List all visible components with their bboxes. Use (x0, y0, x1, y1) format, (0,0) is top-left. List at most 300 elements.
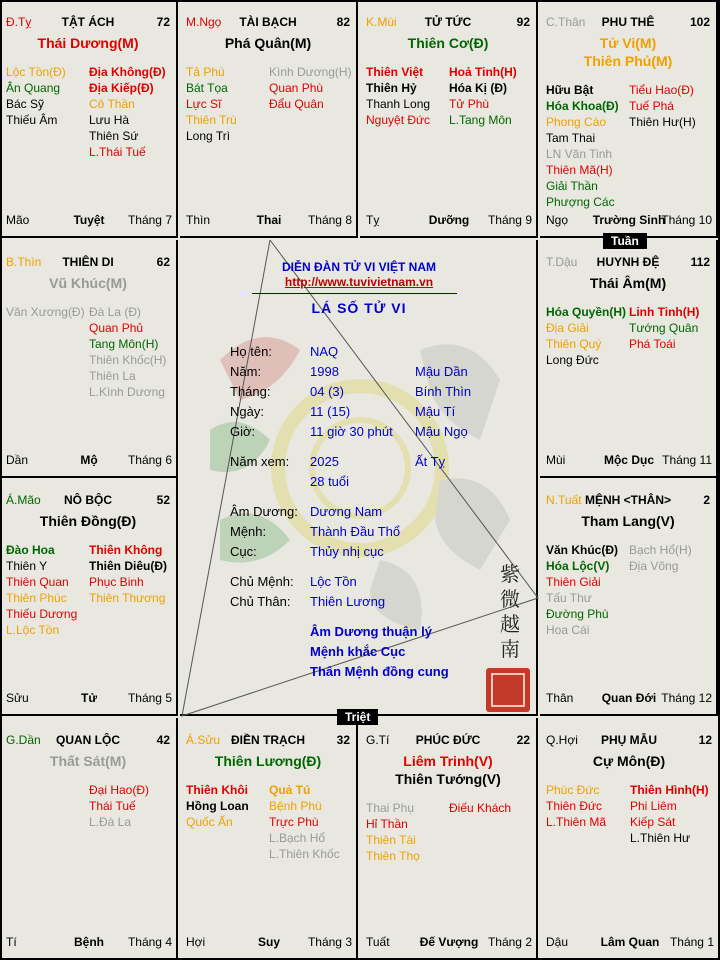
minor-star: Hỉ Thần (366, 817, 408, 831)
cell-footer (6, 452, 172, 468)
cell-main-stars (540, 752, 718, 770)
info-row (230, 574, 530, 592)
minor-star: Bệnh Phù (269, 799, 322, 813)
minor-star: Quan Phủ (89, 321, 144, 335)
cell-minor-stars (6, 304, 172, 400)
minor-star: Hóa Quyền(H) (546, 305, 627, 319)
minor-star: Đường Phù (546, 607, 609, 621)
cell-footer-branch: Thân (546, 691, 574, 705)
minor-star: Quốc Ấn (186, 815, 233, 829)
cell-age-number: 2 (703, 493, 710, 507)
star-column-left (546, 782, 630, 846)
star-column-left (366, 800, 449, 864)
minor-star: Thiên Sứ (89, 129, 139, 143)
cell-minor-stars (366, 64, 532, 128)
info-value: 11 giờ 30 phút (310, 424, 393, 439)
minor-star: Thiên Trù (186, 113, 237, 127)
cell-main-stars (360, 752, 536, 788)
cell-branch: M.Ngọ (186, 15, 222, 29)
star-column-right (89, 304, 172, 400)
cell-age-number: 92 (516, 15, 530, 29)
cell-age-number: 72 (156, 15, 170, 29)
palace-cell (0, 718, 178, 958)
info-can-chi: Mậu Ngọ (415, 424, 468, 439)
star-column-left (546, 542, 629, 638)
cell-month: Tháng 4 (127, 935, 172, 949)
minor-star: Tang Môn(H) (89, 337, 159, 351)
cell-branch: G.Dần (6, 733, 41, 747)
cell-minor-stars (546, 304, 712, 368)
cell-footer-branch: Hợi (186, 935, 206, 949)
cell-footer (546, 934, 714, 950)
minor-star: Phục Binh (89, 575, 144, 589)
cell-age-number: 52 (156, 493, 170, 507)
minor-star: Thiên Giải (546, 575, 601, 589)
cell-footer-branch: Tí (6, 935, 17, 949)
minor-star: Kình Dương(H) (269, 65, 352, 79)
minor-star: Địa Không(Đ) (89, 65, 166, 79)
minor-star: Thiên Y (6, 559, 48, 573)
star-column-right (449, 64, 532, 128)
palace-cell (360, 718, 538, 958)
star-column-right (629, 82, 712, 210)
note-line: Âm Dương thuận lý (310, 624, 432, 639)
cell-life-stage: Tử (80, 691, 98, 705)
cell-branch: B.Thìn (6, 255, 42, 269)
calligraphy-char: 南 (500, 637, 520, 661)
info-row (230, 404, 530, 422)
info-value: 2025 (310, 454, 339, 469)
main-star: Liêm Trinh(V) (403, 753, 493, 769)
minor-star: Giải Thần (546, 179, 598, 193)
palace-cell (540, 478, 718, 716)
minor-star: L.Thái Tuế (89, 145, 146, 159)
star-column-left (186, 64, 269, 144)
tuan-tag: Tuần (603, 233, 647, 249)
cell-age-number: 102 (689, 15, 710, 29)
info-can-chi: Mậu Dần (415, 364, 468, 379)
cell-palace-name: PHỤ MẪU (601, 733, 657, 747)
minor-star: Thiên Quan (6, 575, 69, 589)
cell-life-stage: Mộ (80, 453, 98, 467)
cell-branch: G.Tí (366, 733, 390, 747)
cell-life-stage: Đế Vượng (419, 935, 479, 949)
minor-star: Thiên Thọ (366, 849, 420, 863)
cell-footer-branch: Tỵ (366, 213, 380, 227)
star-column-right (630, 782, 714, 846)
main-star: Thiên Lương(Đ) (214, 753, 322, 769)
cell-footer-branch: Dậu (546, 935, 569, 949)
info-value: 28 tuổi (310, 474, 350, 489)
cell-life-stage: Lâm Quan (600, 935, 660, 949)
cell-branch: Q.Hợi (546, 733, 578, 747)
minor-star: Thiên Đức (546, 799, 603, 813)
minor-star: Thái Tuế (89, 799, 136, 813)
cell-header (546, 14, 710, 30)
cell-minor-stars (6, 64, 172, 160)
cell-main-stars (0, 752, 176, 770)
cell-life-stage: Dưỡng (428, 213, 470, 227)
info-can-chi: Ất Tỵ (415, 454, 446, 469)
info-value: Lộc Tồn (310, 574, 357, 589)
info-row (230, 594, 530, 612)
info-label: Mệnh: (230, 524, 267, 539)
minor-star: Bạch Hổ(H) (629, 543, 692, 557)
palace-cell (180, 0, 358, 238)
cell-header (186, 14, 350, 30)
cell-life-stage: Mộc Dục (603, 453, 654, 467)
cell-footer-branch: Mùi (546, 453, 566, 467)
cell-branch: N.Tuất (546, 493, 582, 507)
cell-month: Tháng 2 (487, 935, 532, 949)
minor-star: Linh Tinh(H) (629, 305, 700, 319)
cell-branch: T.Dậu (546, 255, 578, 269)
info-row (230, 424, 530, 442)
minor-star: LN Văn Tinh (546, 147, 613, 161)
info-row (230, 364, 530, 382)
star-column-left (546, 82, 629, 210)
main-star: Thái Âm(M) (589, 275, 667, 291)
cell-month: Tháng 12 (661, 691, 712, 705)
red-seal-icon (486, 668, 530, 712)
star-column-left (6, 304, 89, 400)
minor-star: Cô Thần (89, 97, 135, 111)
minor-star: L.Kình Dương (89, 385, 165, 399)
cell-header (546, 732, 712, 748)
cell-footer (546, 690, 712, 706)
minor-star: Quả Tú (269, 783, 311, 797)
cell-footer-branch: Mão (6, 213, 30, 227)
cell-month: Tháng 9 (487, 213, 532, 227)
minor-star: Hồng Loan (186, 799, 249, 813)
info-row (230, 544, 530, 562)
info-label: Chủ Mệnh: (230, 574, 294, 589)
cell-main-stars (540, 34, 716, 70)
palace-cell (540, 240, 718, 478)
palace-cell (0, 478, 178, 716)
minor-star: Thiên Khốc(H) (89, 353, 167, 367)
star-column-left (6, 542, 89, 638)
minor-star: Tả Phù (186, 65, 225, 79)
cell-footer (6, 212, 172, 228)
cell-main-stars (180, 752, 356, 770)
triet-tag: Triệt (337, 709, 378, 725)
main-star: Thiên Cơ(Đ) (407, 35, 489, 51)
cell-main-stars (360, 34, 536, 52)
cell-age-number: 62 (156, 255, 170, 269)
cell-palace-name: TỬ TỨC (424, 15, 472, 29)
cell-footer-branch: Sửu (6, 691, 29, 705)
minor-star: Địa Võng (629, 559, 679, 573)
cell-age-number: 12 (698, 733, 712, 747)
minor-star: Lưu Hà (89, 113, 130, 127)
cell-month: Tháng 8 (307, 213, 352, 227)
cell-palace-name: PHU THÊ (601, 15, 655, 29)
cell-palace-name: TÀI BẠCH (239, 15, 297, 29)
palace-cell (180, 718, 358, 958)
minor-star: Phong Cáo (546, 115, 607, 129)
cell-footer-branch: Thìn (186, 213, 211, 227)
cell-age-number: 112 (690, 255, 710, 269)
info-label: Âm Dương: (230, 504, 298, 519)
cell-header (546, 492, 710, 508)
cell-palace-name: TẬT ÁCH (61, 15, 115, 29)
forum-name: DIỄN ĐÀN TỬ VI VIỆT NAM (282, 260, 436, 274)
cell-palace-name: MỆNH <THÂN> (584, 493, 671, 507)
cell-palace-name: ĐIỀN TRẠCH (231, 733, 305, 747)
cell-header (6, 14, 170, 30)
cell-month: Tháng 5 (127, 691, 172, 705)
note-line: Thân Mệnh đồng cung (310, 664, 449, 679)
minor-star: L.Tang Môn (449, 113, 512, 127)
info-row (230, 344, 530, 362)
minor-star: Đại Hao(Đ) (89, 783, 150, 797)
cell-header (6, 732, 170, 748)
minor-star: Thiếu Âm (6, 113, 58, 127)
info-label: Tháng: (230, 384, 271, 399)
cell-palace-name: THIÊN DI (62, 255, 114, 269)
minor-star: Thiên Tài (366, 833, 416, 847)
cell-life-stage: Trường Sinh (592, 213, 666, 227)
cell-month: Tháng 1 (669, 935, 714, 949)
cell-branch: C.Thân (546, 15, 586, 29)
cell-age-number: 22 (516, 733, 530, 747)
star-column-left (186, 782, 269, 862)
cell-minor-stars (186, 64, 352, 144)
minor-star: Long Trì (186, 129, 231, 143)
minor-star: Văn Khúc(Đ) (546, 543, 618, 557)
minor-star: Tuế Phá (629, 99, 674, 113)
star-column-right (89, 542, 172, 638)
minor-star: Lực Sĩ (186, 97, 222, 111)
cell-main-stars (0, 512, 176, 530)
star-column-left (366, 64, 449, 128)
cell-main-stars (0, 34, 176, 52)
minor-star: Thiếu Dương (6, 607, 78, 621)
minor-star: Đà La (Đ) (89, 305, 142, 319)
cell-footer (366, 934, 532, 950)
cell-minor-stars (366, 800, 532, 864)
cell-life-stage: Suy (257, 935, 280, 949)
cell-footer-branch: Ngọ (546, 213, 569, 227)
palace-cell (0, 0, 178, 238)
minor-star: Kiếp Sát (630, 815, 676, 829)
minor-star: Hóa Lộc(V) (546, 559, 610, 573)
cell-branch: Đ.Tỵ (6, 15, 32, 29)
star-column-right (269, 64, 352, 144)
star-column-right (629, 542, 712, 638)
info-label: Năm: (230, 364, 262, 379)
minor-star: Thanh Long (366, 97, 431, 111)
cell-footer (6, 690, 172, 706)
info-row (230, 504, 530, 522)
cell-footer (186, 212, 352, 228)
star-column-right (89, 782, 172, 830)
minor-star: Tam Thai (546, 131, 596, 145)
minor-star: Thiên Thương (89, 591, 166, 605)
star-column-left (6, 64, 89, 160)
cell-main-stars (540, 512, 716, 530)
minor-star: L.Đà La (89, 815, 132, 829)
minor-star: Thiên La (89, 369, 136, 383)
info-label: Cục: (230, 544, 257, 559)
calligraphy-char: 越 (500, 612, 520, 636)
cell-header (6, 254, 170, 270)
minor-star: Đào Hoa (6, 543, 55, 557)
main-star: Thiên Tướng(V) (395, 771, 501, 787)
cell-palace-name: NÔ BỘC (64, 493, 112, 507)
note-line: Mệnh khắc Cục (310, 644, 406, 659)
main-star: Phá Quân(M) (224, 35, 312, 51)
main-star: Thiên Đồng(Đ) (39, 513, 137, 529)
minor-star: Tiểu Hao(Đ) (629, 83, 694, 97)
info-row (230, 524, 530, 542)
cell-palace-name: PHÚC ĐỨC (415, 733, 481, 747)
minor-star: L.Thiên Khốc (269, 847, 340, 861)
star-column-right (449, 800, 532, 864)
minor-star: Ân Quang (6, 81, 61, 95)
info-value: Thiên Lương (310, 594, 386, 609)
palace-cell (360, 0, 538, 238)
minor-star: Điếu Khách (449, 801, 512, 815)
minor-star: L.Thiên Hư (630, 831, 691, 845)
minor-star: Đẩu Quân (269, 97, 324, 111)
cell-minor-stars (546, 782, 714, 846)
cell-life-stage: Quan Đới (601, 691, 657, 705)
minor-star: Thai Phụ (366, 801, 415, 815)
minor-star: Hữu Bật (546, 83, 594, 97)
minor-star: Nguyệt Đức (366, 113, 431, 127)
calligraphy-char: 紫 (500, 562, 520, 586)
chart-title: LÁ SỐ TỬ VI (311, 300, 407, 316)
cell-minor-stars (186, 782, 352, 862)
minor-star: Phi Liêm (630, 799, 677, 813)
minor-star: Bác Sỹ (6, 97, 45, 111)
forum-url[interactable]: http://www.tuvivietnam.vn (284, 275, 434, 289)
cell-footer-branch: Dần (6, 453, 29, 467)
info-can-chi: Bính Thìn (415, 384, 472, 399)
info-can-chi: Mậu Tí (415, 404, 456, 419)
cell-month: Tháng 3 (307, 935, 352, 949)
minor-star: L.Lộc Tồn (6, 623, 60, 637)
cell-life-stage: Bệnh (74, 935, 104, 949)
cell-age-number: 82 (336, 15, 350, 29)
star-column-right (269, 782, 352, 862)
star-column-right (89, 64, 172, 160)
minor-star: L.Bạch Hổ (269, 831, 326, 845)
minor-star: Thiên Khôi (186, 783, 248, 797)
header-divider (252, 293, 457, 294)
info-label: Chủ Thân: (230, 594, 291, 609)
minor-star: Văn Xương(Đ) (6, 305, 85, 319)
main-star: Tử Vi(M) (599, 35, 657, 51)
minor-star: Phúc Đức (546, 783, 600, 797)
palace-cell (0, 240, 178, 478)
cell-footer (366, 212, 532, 228)
minor-star: Trực Phù (269, 815, 319, 829)
minor-star: Thiên Phúc (6, 591, 67, 605)
cell-footer (546, 452, 712, 468)
star-column-left (6, 782, 89, 830)
info-label: Họ tên: (230, 344, 272, 359)
cell-month: Tháng 10 (661, 213, 712, 227)
cell-footer (186, 934, 352, 950)
cell-age-number: 42 (156, 733, 170, 747)
info-value: Thành Đầu Thổ (310, 524, 401, 539)
main-star: Tham Lang(V) (581, 513, 675, 529)
star-column-right (629, 304, 712, 368)
main-star: Thất Sát(M) (49, 753, 127, 769)
cell-life-stage: Thai (256, 213, 282, 227)
cell-minor-stars (6, 542, 172, 638)
minor-star: Thiên Mã(H) (546, 163, 613, 177)
cell-month: Tháng 6 (127, 453, 172, 467)
cell-month: Tháng 11 (662, 453, 712, 467)
info-value: Thủy nhị cục (310, 544, 384, 559)
cell-life-stage: Tuyệt (73, 213, 105, 227)
minor-star: Phượng Các (546, 195, 615, 209)
info-value: Dương Nam (310, 504, 383, 519)
cell-header (366, 14, 530, 30)
minor-star: Tấu Thư (546, 591, 592, 605)
minor-star: Phá Toái (629, 337, 676, 351)
cell-minor-stars (546, 542, 712, 638)
minor-star: Thiên Không (89, 543, 163, 557)
info-value: 11 (15) (310, 404, 351, 419)
cell-palace-name: QUAN LỘC (56, 733, 120, 747)
minor-star: Hoả Tinh(H) (449, 65, 517, 79)
cell-footer-branch: Tuất (366, 935, 390, 949)
cell-minor-stars (6, 782, 172, 830)
calligraphy-char: 微 (500, 587, 520, 611)
info-label: Giờ: (230, 424, 256, 439)
main-star: Thái Dương(M) (37, 35, 139, 51)
cell-header (6, 492, 170, 508)
minor-star: Long Đức (546, 353, 599, 367)
cell-footer (6, 934, 172, 950)
info-value: 04 (3) (310, 384, 344, 399)
cell-main-stars (540, 274, 716, 292)
minor-star: Địa Kiếp(Đ) (89, 81, 154, 95)
cell-branch: Á.Mão (6, 493, 41, 507)
cell-minor-stars (546, 82, 712, 210)
cell-header (366, 732, 530, 748)
minor-star: Địa Giải (546, 321, 589, 335)
calligraphy-text (494, 562, 526, 662)
info-label: Ngày: (230, 404, 264, 419)
cell-month: Tháng 7 (127, 213, 172, 227)
cell-main-stars (0, 274, 176, 292)
minor-star: Thiên Hư(H) (629, 115, 696, 129)
minor-star: Thiên Việt (366, 65, 424, 79)
palace-cell (540, 718, 718, 958)
minor-star: L.Thiên Mã (546, 815, 607, 829)
info-value: 1998 (310, 364, 339, 379)
minor-star: Lộc Tồn(Đ) (6, 65, 66, 79)
info-value: NAQ (310, 344, 339, 359)
info-row (230, 474, 530, 492)
minor-star: Thiên Hỷ (366, 81, 417, 95)
cell-header (546, 254, 710, 270)
minor-star: Hoa Cái (546, 623, 590, 637)
cell-palace-name: HUYNH ĐỆ (596, 255, 660, 269)
minor-star: Hóa Khoa(Đ) (546, 99, 619, 113)
cell-footer (546, 212, 712, 228)
minor-star: Tử Phù (449, 97, 490, 111)
info-row (230, 384, 530, 402)
info-label: Năm xem: (230, 454, 290, 469)
minor-star: Thiên Quý (546, 337, 602, 351)
